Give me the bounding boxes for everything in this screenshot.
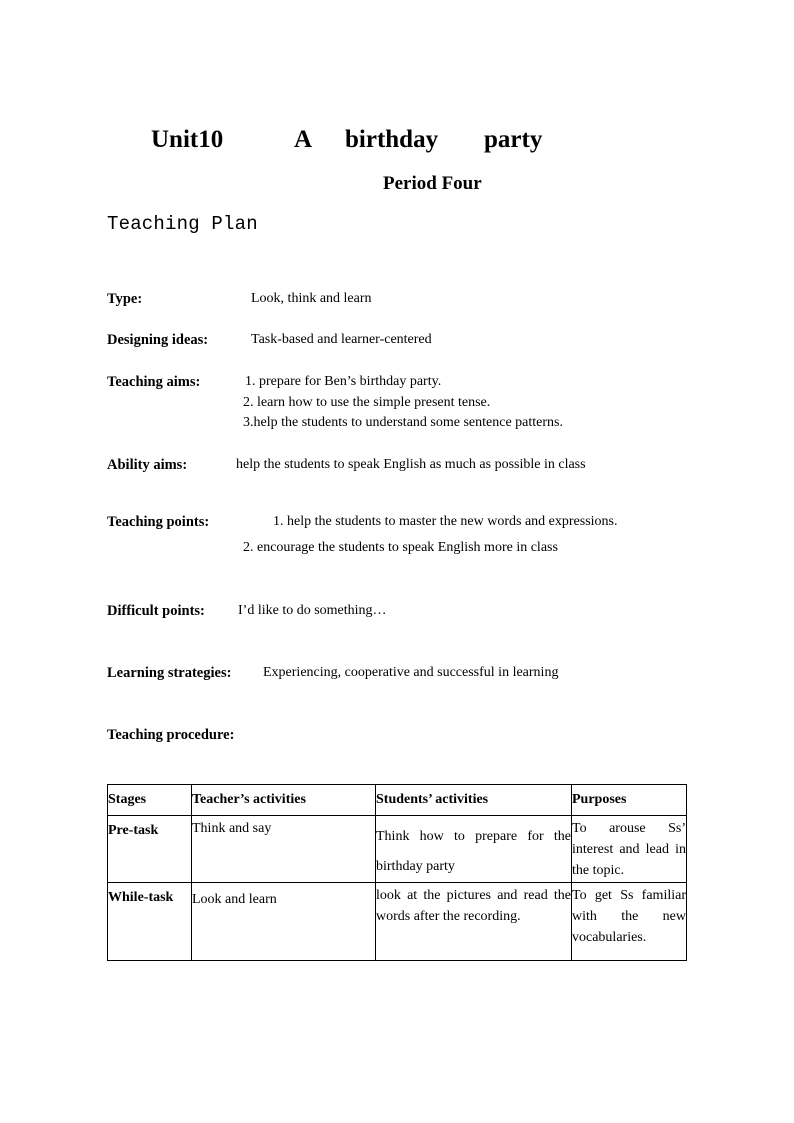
learning-strategies-label: Learning strategies: [107,665,232,681]
learning-strategies-value: Experiencing, cooperative and successful in learning [263,665,559,680]
title-unit: Unit10 [151,126,224,153]
teaching-procedure-label: Teaching procedure: [107,727,235,743]
ability-aims-value: help the students to speak English as much as possible in class [236,457,586,472]
teaching-point-item: 2. encourage the students to speak English more in class [243,540,558,555]
title-word-party: party [484,126,543,153]
table-row [108,883,687,961]
header-purposes: Purposes [572,785,687,816]
type-value: Look, think and learn [251,291,372,306]
stage-cell: Pre-task [108,816,192,883]
students-activity-cell: Think how to prepare for the birthday party [376,816,572,883]
header-students-activities: Students’ activities [376,785,572,816]
procedure-table [107,784,687,961]
teaching-aim-item: 1. prepare for Ben’s birthday party. [245,374,442,389]
title-word-a: A [294,126,313,153]
period-subtitle: Period Four [383,173,482,194]
header-teacher-activities: Teacher’s activities [192,785,376,816]
teaching-aim-item: 2. learn how to use the simple present tense. [243,395,491,410]
ability-aims-label: Ability aims: [107,457,188,473]
designing-ideas-label: Designing ideas: [107,332,209,348]
table-header-row [108,785,687,816]
difficult-points-value: I’d like to do something… [238,603,387,618]
students-activity-cell: look at the pictures and read the words after the recording. [376,883,572,961]
header-stages: Stages [108,785,192,816]
teacher-activity-cell: Think and say [192,816,376,883]
type-label: Type: [107,291,143,307]
difficult-points-label: Difficult points: [107,603,205,619]
teacher-activity-cell: Look and learn [192,883,376,961]
title-word-birthday: birthday [345,126,439,153]
teaching-aim-item: 3.help the students to understand some sentence patterns. [243,415,563,430]
stage-cell: While-task [108,883,192,961]
teaching-aims-label: Teaching aims: [107,374,201,390]
designing-ideas-value: Task-based and learner-centered [251,332,432,347]
purpose-cell: To arouse Ss’ interest and lead in the topic. [572,816,687,883]
teaching-point-item: 1. help the students to master the new words and expressions. [273,514,618,529]
teaching-plan-heading: Teaching Plan [107,213,258,235]
table-row [108,816,687,883]
teaching-points-label: Teaching points: [107,514,210,530]
purpose-cell: To get Ss familiar with the new vocabularies. [572,883,687,961]
